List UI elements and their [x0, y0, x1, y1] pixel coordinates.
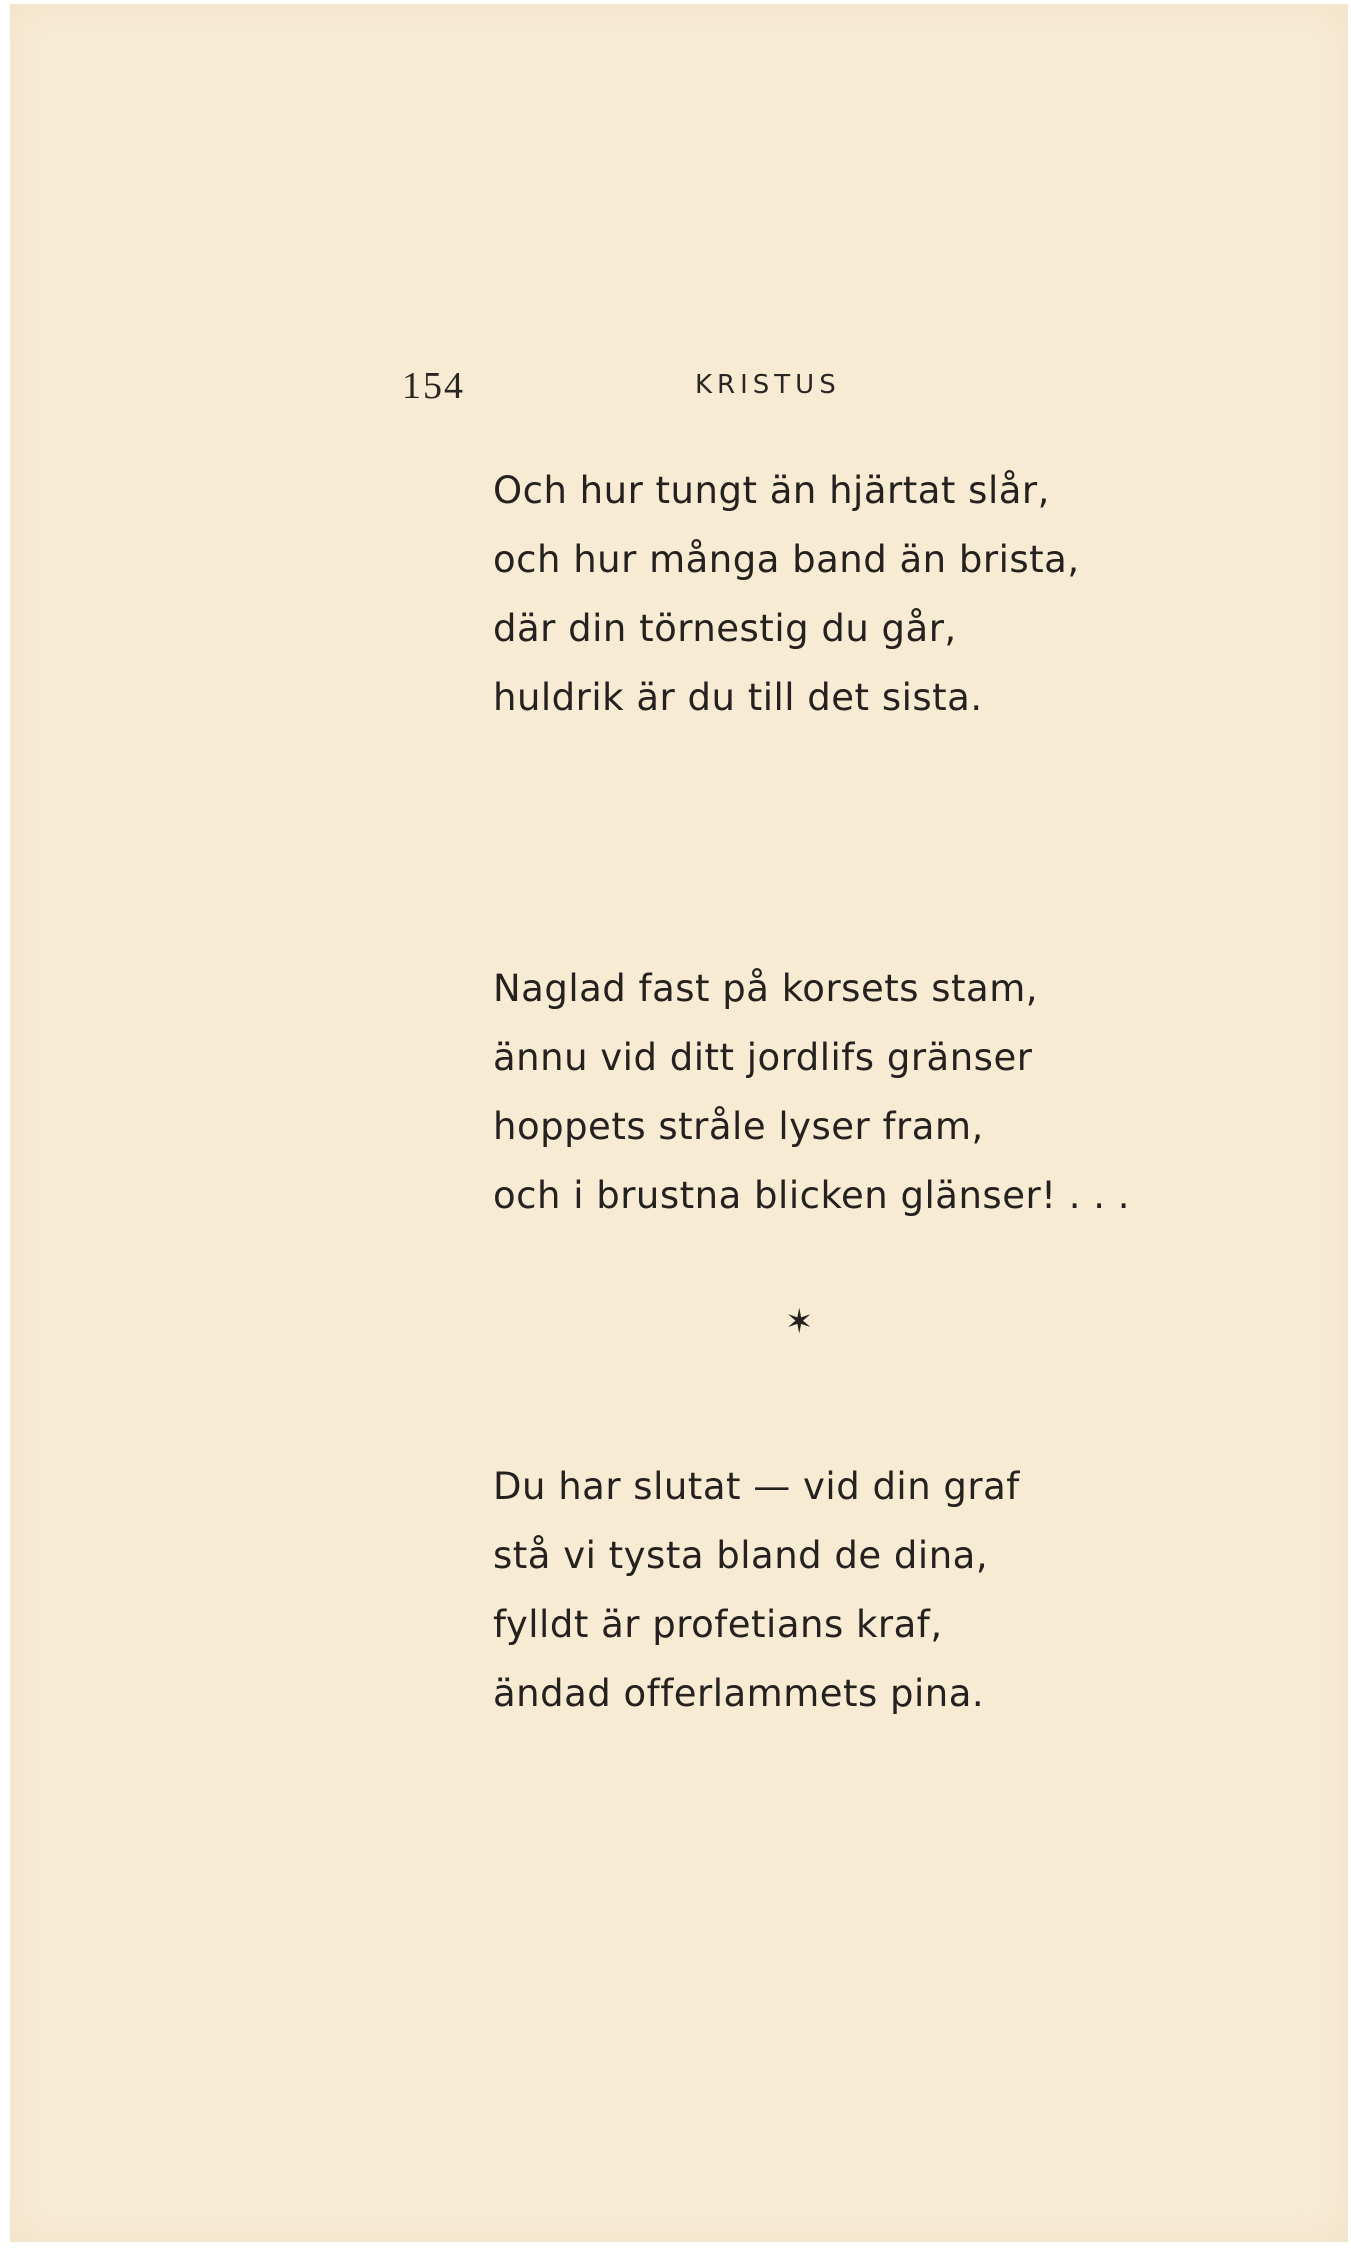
verse-line: Du har slutat — vid din graf — [493, 1465, 1020, 1508]
verse-line: Och hur tungt än hjärtat slår, — [493, 469, 1050, 512]
page-header — [10, 364, 1348, 414]
verse-line: ändad offerlammets pina. — [493, 1672, 985, 1715]
verse-line: stå vi tysta bland de dina, — [493, 1534, 989, 1577]
verse-line: Naglad fast på korsets stam, — [493, 967, 1039, 1010]
stanza-1 — [493, 456, 1080, 732]
verse-line: och i brustna blicken glänser! . . . — [493, 1174, 1131, 1217]
book-page — [10, 4, 1348, 2242]
stanza-3 — [493, 1452, 1020, 1728]
verse-line: och hur många band än brista, — [493, 538, 1080, 581]
verse-line: ännu vid ditt jordlifs gränser — [493, 1036, 1033, 1079]
verse-line: hoppets stråle lyser fram, — [493, 1105, 984, 1148]
stanza-2 — [493, 954, 1130, 1230]
verse-line: huldrik är du till det sista. — [493, 676, 983, 719]
verse-line: där din törnestig du går, — [493, 607, 957, 650]
running-title: KRISTUS — [695, 370, 841, 400]
page-number: 154 — [402, 365, 465, 407]
verse-line: fylldt är profetians kraf, — [493, 1603, 943, 1646]
asterisk-separator-icon: ✶ — [785, 1302, 814, 1342]
